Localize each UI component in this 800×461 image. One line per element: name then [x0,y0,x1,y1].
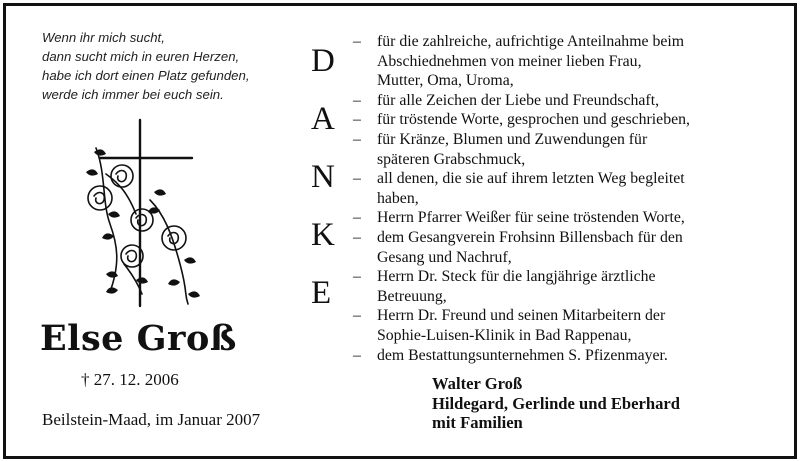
thanks-line: Sophie-Luisen-Klinik in Bad Rappenau, [377,326,632,344]
thanks-line: dem Bestattungsunternehmen S. Pfizenmayer. [377,346,668,364]
dash: – [353,33,361,50]
thanks-item [353,346,783,366]
thanks-line: für alle Zeichen der Liebe und Freundschaft, [377,91,660,109]
thanks-line: dem Gesangverein Frohsinn Billensbach für den [377,228,683,246]
danke-letter: E [311,275,332,311]
dash: – [353,111,361,129]
signers [432,374,680,433]
poem-line: habe ich dort einen Platz gefunden, [42,68,250,83]
thanks-line: all denen, die sie auf ihrem letzten Weg begleitet [377,170,685,188]
dash: – [353,228,361,246]
thanks-item [353,32,783,91]
poem [42,28,312,104]
danke-letter: A [311,101,335,137]
thanks-line: Gesang und Nachruf, [377,248,512,266]
obituary-card [3,3,797,459]
thanks-line: Herrn Dr. Steck für die langjährige ärztliche [377,268,656,286]
danke-letter: N [311,159,335,195]
thanks-line: Herrn Pfarrer Weißer für seine tröstenden Worte, [377,209,685,227]
dash: – [353,130,361,148]
dash: – [353,307,361,325]
thanks-list [353,32,783,365]
place-and-date: Beilstein-Maad, im Januar 2007 [42,410,261,429]
deceased-name: Else Groß [40,318,237,359]
dash: – [353,209,361,227]
signer-line: mit Familien [432,413,523,432]
danke-letters [311,32,351,322]
danke-letter: K [311,217,335,253]
thanks-line: Betreuung, [377,287,447,305]
thanks-item [353,110,783,130]
thanks-line: für Kränze, Blumen und Zuwendungen für [377,130,648,148]
thanks-line: Herrn Dr. Freund und seinen Mitarbeitern der [377,307,666,325]
signer-line: Walter Groß [432,374,523,393]
poem-line: Wenn ihr mich sucht, [42,30,165,45]
dash: – [353,170,361,188]
cross-with-roses-image [80,114,210,314]
poem-line: werde ich immer bei euch sein. [42,87,224,102]
thanks-line: späteren Grabschmuck, [377,150,526,168]
death-date: † 27. 12. 2006 [81,370,179,389]
dash: – [353,346,361,364]
thanks-line: Abschiednehmen von meiner lieben Frau, [377,52,642,70]
thanks-line: für tröstende Worte, gesprochen und geschrieben, [377,111,690,129]
thanks-item [353,306,783,345]
thanks-item [353,267,783,306]
thanks-item [353,91,783,111]
thanks-item [353,208,783,228]
thanks-item [353,228,783,267]
signer-line: Hildegard, Gerlinde und Eberhard [432,393,681,413]
thanks-line: für die zahlreiche, aufrichtige Anteilnahme beim [377,33,685,50]
thanks-line: Mutter, Oma, Uroma, [377,72,514,90]
danke-letter: D [311,43,335,79]
dash: – [353,268,361,286]
poem-line: dann sucht mich in euren Herzen, [42,49,240,64]
thanks-line: haben, [377,189,419,207]
thanks-item [353,169,783,208]
dash: – [353,91,361,109]
thanks-item [353,130,783,169]
